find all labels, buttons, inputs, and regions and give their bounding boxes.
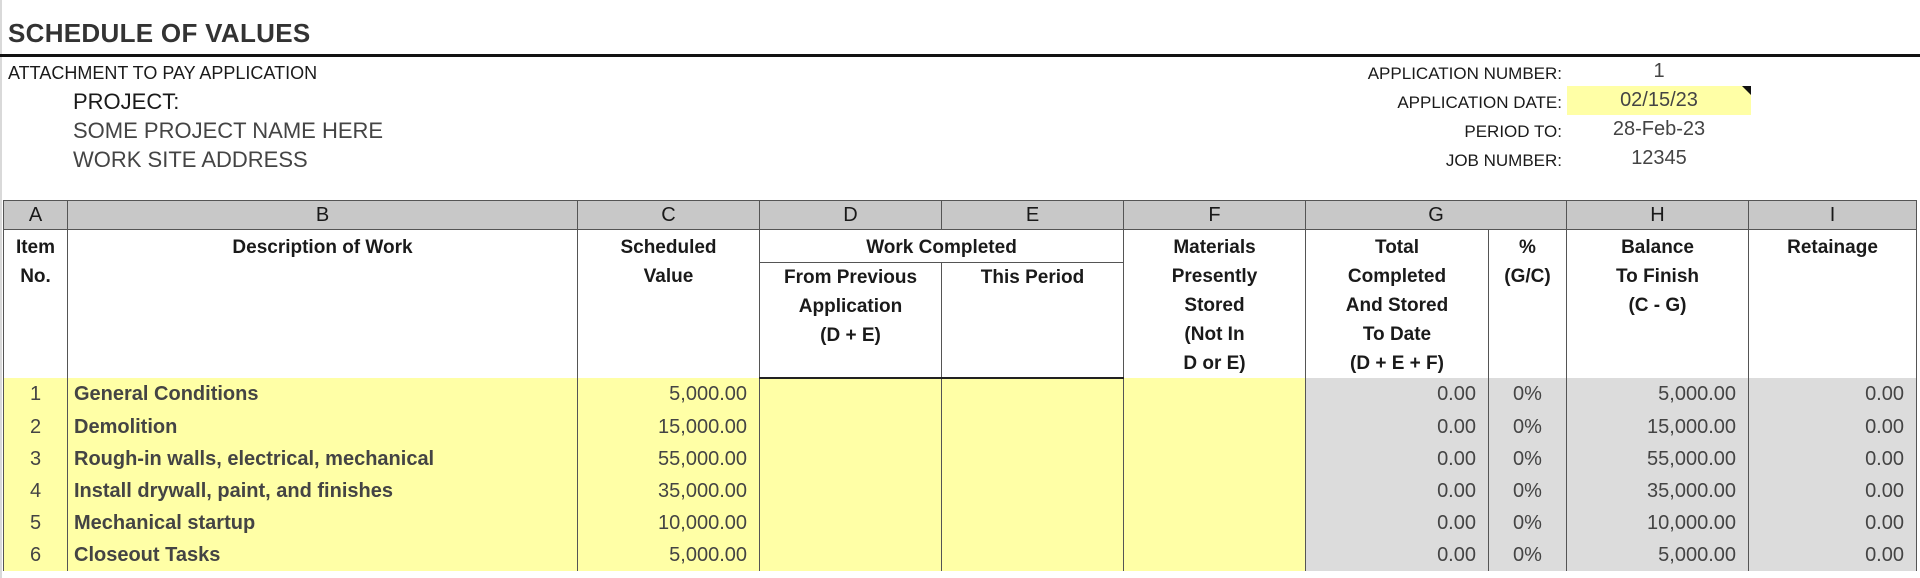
percent-cell[interactable]: 0%: [1489, 443, 1567, 475]
header-work-completed: Work Completed: [760, 230, 1124, 263]
this-period-cell[interactable]: [942, 475, 1124, 507]
description-cell[interactable]: Mechanical startup: [68, 507, 578, 539]
project-address[interactable]: WORK SITE ADDRESS: [73, 147, 308, 172]
percent-cell[interactable]: 0%: [1489, 507, 1567, 539]
column-letter-row: [4, 201, 1917, 230]
column-letter-g[interactable]: G: [1306, 201, 1567, 230]
column-header-row: [4, 230, 1917, 263]
from-previous-cell[interactable]: [760, 507, 942, 539]
scheduled-value-cell[interactable]: 10,000.00: [578, 507, 760, 539]
from-previous-cell[interactable]: [760, 539, 942, 571]
this-period-cell[interactable]: [942, 443, 1124, 475]
retainage-cell[interactable]: 0.00: [1749, 539, 1917, 571]
materials-stored-cell[interactable]: [1124, 411, 1306, 443]
schedule-of-values-table: [3, 200, 1917, 571]
table-row: [4, 539, 1917, 571]
table-row: [4, 475, 1917, 507]
job-number-value[interactable]: 12345: [1631, 147, 1687, 169]
item-no-cell[interactable]: 4: [4, 475, 68, 507]
sheet-edge-gridline: [0, 0, 2, 578]
table-row: [4, 378, 1917, 411]
percent-cell[interactable]: 0%: [1489, 475, 1567, 507]
balance-cell[interactable]: 10,000.00: [1567, 507, 1749, 539]
column-letter-i[interactable]: I: [1749, 201, 1917, 230]
column-letter-f[interactable]: F: [1124, 201, 1306, 230]
period-to-label: PERIOD TO:: [1464, 122, 1562, 141]
this-period-cell[interactable]: [942, 507, 1124, 539]
description-cell[interactable]: General Conditions: [68, 378, 578, 411]
balance-cell[interactable]: 55,000.00: [1567, 443, 1749, 475]
description-cell[interactable]: Closeout Tasks: [68, 539, 578, 571]
column-letter-d[interactable]: D: [760, 201, 942, 230]
total-completed-cell[interactable]: 0.00: [1306, 539, 1489, 571]
header-scheduled-value: Scheduled Value: [578, 230, 760, 379]
retainage-cell[interactable]: 0.00: [1749, 507, 1917, 539]
table-row: [4, 507, 1917, 539]
from-previous-cell[interactable]: [760, 378, 942, 411]
project-label: PROJECT:: [73, 89, 180, 114]
balance-cell[interactable]: 35,000.00: [1567, 475, 1749, 507]
balance-cell[interactable]: 5,000.00: [1567, 539, 1749, 571]
item-no-cell[interactable]: 6: [4, 539, 68, 571]
percent-cell[interactable]: 0%: [1489, 411, 1567, 443]
application-date-cell[interactable]: [1567, 86, 1751, 115]
total-completed-cell[interactable]: 0.00: [1306, 411, 1489, 443]
page-title: SCHEDULE OF VALUES: [8, 18, 311, 48]
header-retainage: Retainage: [1749, 230, 1917, 379]
header-balance: Balance To Finish (C - G): [1567, 230, 1749, 379]
application-number-value[interactable]: 1: [1653, 60, 1665, 82]
header-materials-stored: Materials Presently Stored (Not In D or E): [1124, 230, 1306, 379]
column-letter-e[interactable]: E: [942, 201, 1124, 230]
retainage-cell[interactable]: 0.00: [1749, 378, 1917, 411]
column-letter-a[interactable]: A: [4, 201, 68, 230]
header-description: Description of Work: [68, 230, 578, 379]
application-date-label: APPLICATION DATE:: [1397, 93, 1562, 112]
scheduled-value-cell[interactable]: 35,000.00: [578, 475, 760, 507]
retainage-cell[interactable]: 0.00: [1749, 443, 1917, 475]
total-completed-cell[interactable]: 0.00: [1306, 378, 1489, 411]
table-row: [4, 411, 1917, 443]
total-completed-cell[interactable]: 0.00: [1306, 507, 1489, 539]
column-letter-b[interactable]: B: [68, 201, 578, 230]
percent-cell[interactable]: 0%: [1489, 378, 1567, 411]
scheduled-value-cell[interactable]: 55,000.00: [578, 443, 760, 475]
table-row: [4, 443, 1917, 475]
job-number-label: JOB NUMBER:: [1445, 151, 1562, 170]
item-no-cell[interactable]: 3: [4, 443, 68, 475]
header-total-completed: Total Completed And Stored To Date (D + E + F): [1306, 230, 1489, 379]
item-no-cell[interactable]: 1: [4, 378, 68, 411]
retainage-cell[interactable]: 0.00: [1749, 411, 1917, 443]
percent-cell[interactable]: 0%: [1489, 539, 1567, 571]
materials-stored-cell[interactable]: [1124, 443, 1306, 475]
total-completed-cell[interactable]: 0.00: [1306, 475, 1489, 507]
description-cell[interactable]: Demolition: [68, 411, 578, 443]
application-date-value: 02/15/23: [1620, 89, 1698, 111]
period-to-value[interactable]: 28-Feb-23: [1612, 118, 1706, 140]
column-letter-h[interactable]: H: [1567, 201, 1749, 230]
item-no-cell[interactable]: 2: [4, 411, 68, 443]
scheduled-value-cell[interactable]: 15,000.00: [578, 411, 760, 443]
header-item-no: Item No.: [4, 230, 68, 379]
header-from-previous: From Previous Application (D + E): [760, 263, 942, 379]
from-previous-cell[interactable]: [760, 443, 942, 475]
from-previous-cell[interactable]: [760, 411, 942, 443]
header-this-period: This Period: [942, 263, 1124, 379]
attachment-label: ATTACHMENT TO PAY APPLICATION: [8, 63, 318, 83]
title-rule: [0, 54, 1920, 57]
project-name[interactable]: SOME PROJECT NAME HERE: [73, 118, 384, 143]
scheduled-value-cell[interactable]: 5,000.00: [578, 539, 760, 571]
materials-stored-cell[interactable]: [1124, 539, 1306, 571]
balance-cell[interactable]: 5,000.00: [1567, 378, 1749, 411]
this-period-cell[interactable]: [942, 411, 1124, 443]
item-no-cell[interactable]: 5: [4, 507, 68, 539]
total-completed-cell[interactable]: 0.00: [1306, 443, 1489, 475]
balance-cell[interactable]: 15,000.00: [1567, 411, 1749, 443]
retainage-cell[interactable]: 0.00: [1749, 475, 1917, 507]
description-cell[interactable]: Rough-in walls, electrical, mechanical: [68, 443, 578, 475]
application-number-label: APPLICATION NUMBER:: [1367, 64, 1562, 83]
header-percent: % (G/C): [1489, 230, 1567, 379]
this-period-cell[interactable]: [942, 539, 1124, 571]
comment-indicator-icon[interactable]: [1742, 86, 1751, 95]
from-previous-cell[interactable]: [760, 475, 942, 507]
scheduled-value-cell[interactable]: 5,000.00: [578, 378, 760, 411]
materials-stored-cell[interactable]: [1124, 507, 1306, 539]
materials-stored-cell[interactable]: [1124, 378, 1306, 411]
materials-stored-cell[interactable]: [1124, 475, 1306, 507]
this-period-cell[interactable]: [942, 378, 1124, 411]
column-letter-c[interactable]: C: [578, 201, 760, 230]
description-cell[interactable]: Install drywall, paint, and finishes: [68, 475, 578, 507]
